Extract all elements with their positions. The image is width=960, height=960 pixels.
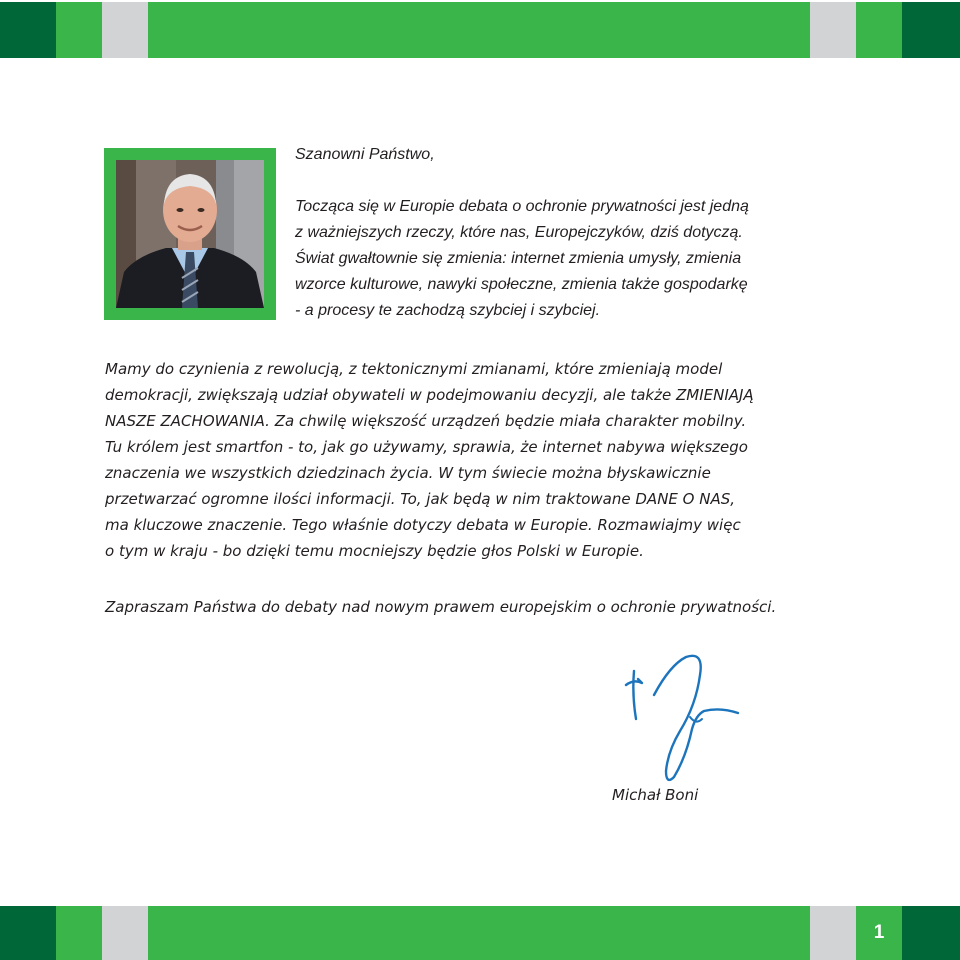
bar-segment-gray	[810, 906, 856, 960]
body-line: ma kluczowe znaczenie. Tego właśnie dotyczy debata w Europie. Rozmawiajmy więc	[105, 516, 741, 534]
bar-segment-dark-green	[902, 906, 960, 960]
body-line: Mamy do czynienia z rewolucją, z tektonicznymi zmianami, które zmieniają model	[105, 360, 723, 378]
portrait-photo	[116, 160, 264, 308]
bar-segment-green-wide	[148, 906, 810, 960]
top-color-bar	[0, 2, 960, 58]
bar-segment-green	[56, 2, 102, 58]
body-line: Tu królem jest smartfon - to, jak go używamy, sprawia, że internet nabywa większego	[105, 438, 748, 456]
bar-segment-green	[856, 2, 902, 58]
signature-image	[620, 645, 750, 790]
bar-segment-green-wide	[148, 2, 810, 58]
bar-segment-dark-green	[902, 2, 960, 58]
salutation: Szanowni Państwo,	[295, 146, 435, 163]
intro-line: Świat gwałtownie się zmienia: internet zmienia umysły, zmienia	[295, 250, 742, 267]
bar-segment-green	[56, 906, 102, 960]
bar-segment-gray	[102, 906, 148, 960]
body-line: przetwarzać ogromne ilości informacji. To, jak będą w nim traktowane DANE O NAS,	[105, 490, 735, 508]
invitation-text: Zapraszam Państwa do debaty nad nowym prawem europejskim o ochronie prywatności.	[105, 598, 777, 616]
bottom-color-bar	[0, 906, 960, 960]
body-paragraph	[105, 356, 865, 564]
signer-name: Michał Boni	[612, 786, 699, 804]
intro-line: Tocząca się w Europie debata o ochronie prywatności jest jedną	[295, 198, 749, 215]
portrait-frame	[104, 148, 276, 320]
body-line: znaczenia we wszystkich dziedzinach życia. W tym świecie można błyskawicznie	[105, 464, 711, 482]
intro-line: wzorce kulturowe, nawyki społeczne, zmienia także gospodarkę	[295, 276, 748, 293]
bar-segment-dark-green	[0, 2, 56, 58]
page-number: 1	[873, 922, 885, 943]
body-line: NASZE ZACHOWANIA. Za chwilę większość urządzeń będzie miała charakter mobilny.	[105, 412, 747, 430]
bar-segment-dark-green	[0, 906, 56, 960]
bar-segment-gray	[102, 2, 148, 58]
intro-line: - a procesy te zachodzą szybciej i szybciej.	[295, 302, 601, 319]
body-line: demokracji, zwiększają udział obywateli w podejmowaniu decyzji, ale także ZMIENIAJĄ	[105, 386, 754, 404]
bar-segment-gray	[810, 2, 856, 58]
body-line: o tym w kraju - bo dzięki temu mocniejszy będzie głos Polski w Europie.	[105, 542, 644, 560]
intro-line: z ważniejszych rzeczy, które nas, Europejczyków, dziś dotyczą.	[295, 224, 743, 241]
intro-section	[295, 143, 815, 324]
